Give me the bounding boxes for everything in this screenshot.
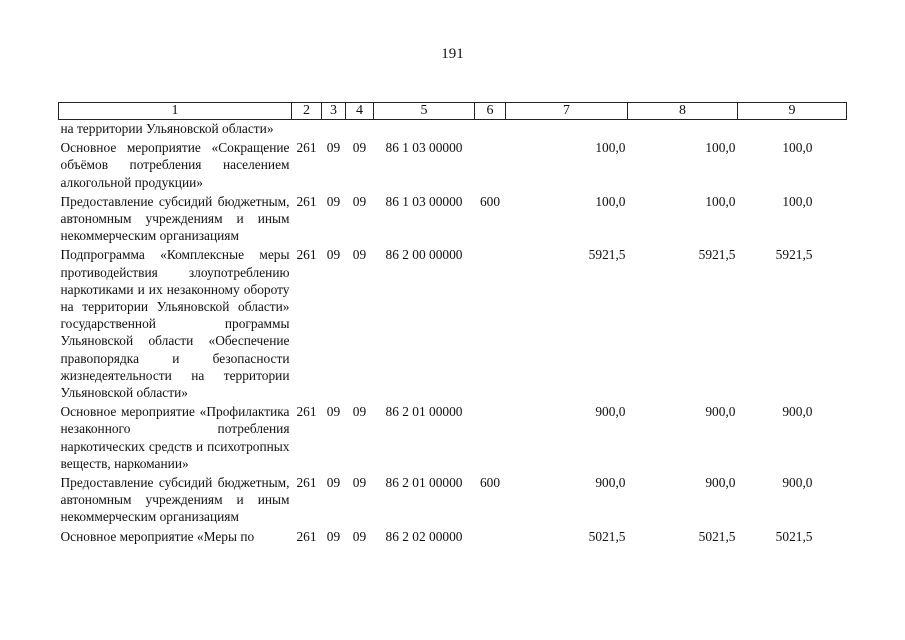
column-header-2: 2 [292, 103, 322, 120]
row-code-6 [475, 526, 506, 545]
row-amount-9: 5921,5 [775, 247, 813, 263]
row-code-5: 86 1 03 00000 [385, 193, 463, 209]
table-row [59, 472, 847, 526]
row-code-5: 86 1 03 00000 [385, 140, 463, 156]
column-header-1: 1 [59, 103, 292, 120]
row-code-4: 09 [352, 193, 367, 209]
row-amount-9: 100,0 [782, 193, 813, 209]
row-amount-8: 100,0 [705, 140, 736, 156]
column-header-5: 5 [374, 103, 475, 120]
row-code-5: 86 2 01 00000 [385, 475, 463, 491]
row-code-4: 09 [352, 140, 367, 156]
row-code-6: 600 [479, 193, 501, 209]
row-code-5: 86 2 01 00000 [385, 404, 463, 420]
row-code-2: 261 [296, 528, 317, 544]
row-amount-8: 5921,5 [698, 247, 736, 263]
row-code-6 [475, 244, 506, 401]
column-header-6: 6 [475, 103, 506, 120]
row-code-5 [374, 120, 475, 138]
column-header-7: 7 [506, 103, 628, 120]
row-code-5: 86 2 02 00000 [385, 528, 463, 544]
row-description: Подпрограмма «Комплексные меры противодействия злоупотреблению наркотиками и их незаконному обороту на территории Ульяновской области» государственной программы Ульяновской области «Обеспечение правопорядка и безопасности жизнедеятельности на территории Ульяновской области» [60, 247, 290, 401]
table-row [59, 137, 847, 191]
row-code-2: 261 [296, 475, 317, 491]
table-row [59, 191, 847, 245]
row-code-6 [475, 401, 506, 472]
table-row [59, 244, 847, 401]
row-amount-8: 900,0 [705, 475, 736, 491]
row-amount-8: 900,0 [705, 404, 736, 420]
row-code-3: 09 [326, 247, 341, 263]
row-description: Основное мероприятие «Сокращение объёмов потребления населением алкогольной продукции» [60, 140, 290, 190]
column-header-8: 8 [628, 103, 738, 120]
row-description: Предоставление субсидий бюджетным, автономным учреждениям и иным некоммерческим организациям [60, 475, 290, 525]
row-amount-9: 900,0 [782, 475, 813, 491]
row-code-4: 09 [352, 404, 367, 420]
row-amount-7: 900,0 [595, 475, 626, 491]
row-code-4 [346, 120, 374, 138]
row-code-2: 261 [296, 140, 317, 156]
row-amount-8: 5021,5 [698, 528, 736, 544]
row-code-3: 09 [326, 528, 341, 544]
table-row [59, 526, 847, 545]
row-code-4: 09 [352, 528, 367, 544]
row-code-6 [475, 120, 506, 138]
column-header-3: 3 [322, 103, 346, 120]
row-code-2: 261 [296, 404, 317, 420]
row-amount-7: 100,0 [595, 193, 626, 209]
row-amount-7 [506, 120, 628, 138]
row-amount-8 [628, 120, 738, 138]
table-row [59, 401, 847, 472]
row-code-6 [475, 137, 506, 191]
row-amount-9: 100,0 [782, 140, 813, 156]
row-code-5: 86 2 00 00000 [385, 247, 463, 263]
table-header-row [59, 103, 847, 120]
row-code-3 [322, 120, 346, 138]
row-code-3: 09 [326, 140, 341, 156]
row-amount-8: 100,0 [705, 193, 736, 209]
page-number: 191 [441, 46, 464, 62]
row-amount-7: 100,0 [595, 140, 626, 156]
row-code-2: 261 [296, 193, 317, 209]
row-amount-9: 5021,5 [775, 528, 813, 544]
column-header-4: 4 [346, 103, 374, 120]
row-code-4: 09 [352, 247, 367, 263]
row-description: на территории Ульяновской области» [60, 121, 274, 136]
budget-table [58, 102, 847, 545]
table-row [59, 120, 847, 138]
row-description: Основное мероприятие «Профилактика незаконного потребления наркотических средств и психотропных веществ, наркомании» [60, 404, 290, 471]
row-code-3: 09 [326, 475, 341, 491]
row-amount-7: 5021,5 [588, 528, 626, 544]
row-description: Основное мероприятие «Меры по [60, 528, 255, 544]
row-amount-9: 900,0 [782, 404, 813, 420]
row-code-2: 261 [296, 247, 317, 263]
row-amount-7: 900,0 [595, 404, 626, 420]
column-header-9: 9 [738, 103, 847, 120]
row-code-2 [292, 120, 322, 138]
row-description: Предоставление субсидий бюджетным, автономным учреждениям и иным некоммерческим организациям [60, 193, 290, 244]
row-code-3: 09 [326, 404, 341, 420]
row-amount-7: 5921,5 [588, 247, 626, 263]
row-code-6: 600 [479, 475, 501, 491]
row-code-3: 09 [326, 193, 341, 209]
row-code-4: 09 [352, 475, 367, 491]
row-amount-9 [738, 120, 847, 138]
